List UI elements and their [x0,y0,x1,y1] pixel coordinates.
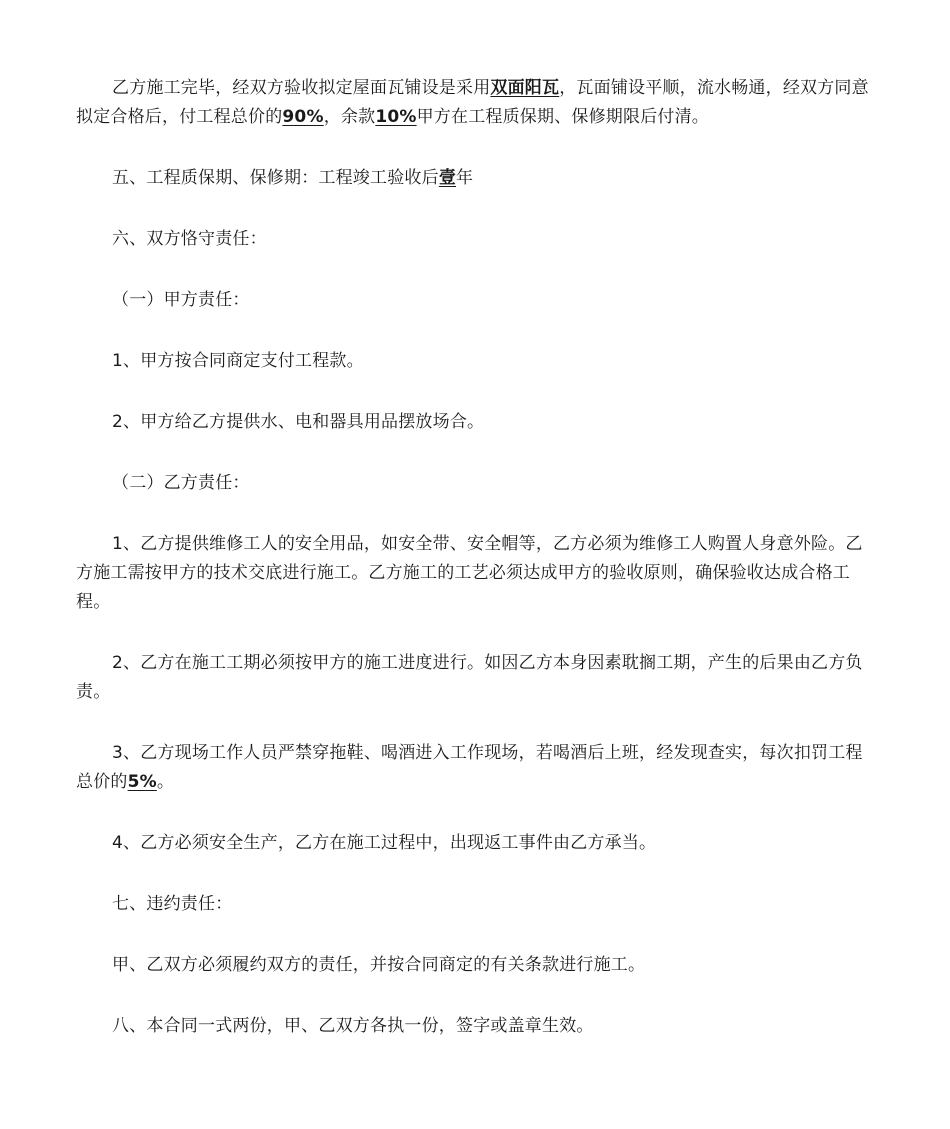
text: 五、工程质保期、保修期：工程竣工验收后 [112,168,439,188]
text: 年 [456,168,474,188]
text: 3、乙方现场工作人员严禁穿拖鞋、喝酒进入工作现场，若喝酒后上班，经发现查实，每次扣罚工程总价的 [76,743,863,792]
text: ，余款 [323,107,376,127]
responsibilities-heading: 六、双方恪守责任： [112,229,267,249]
party-b-item-2: 2、乙方在施工工期必须按甲方的施工进度进行。如因乙方本身因素耽搁工期，产生的后果由乙方负责。 [76,653,863,702]
roof-tile-type: 双面阳瓦 [490,78,560,98]
party-a-responsibility-heading: （一）甲方责任： [112,290,250,310]
payment-percent: 90% [282,107,324,127]
breach-heading: 七、违约责任： [112,894,233,914]
text: ，瓦面铺设平顺，流水畅通，经双方同意拟定合格后，付工程总价的 [76,78,869,127]
text: 甲方在工程质保期、保修期限后付清。 [416,107,710,127]
party-a-item-2: 2、甲方给乙方提供水、电和器具用品摆放场合。 [112,412,485,432]
party-b-item-4: 4、乙方必须安全生产，乙方在施工过程中，出现返工事件由乙方承当。 [112,833,657,853]
warranty-clause [76,164,876,193]
party-a-item-1: 1、甲方按合同商定支付工程款。 [112,351,364,371]
balance-percent: 10% [375,107,417,127]
copies-clause: 八、本合同一式两份，甲、乙双方各执一份，签字或盖章生效。 [112,1016,594,1036]
document-page [76,74,876,1073]
text: 乙方施工完毕，经双方验收拟定屋面瓦铺设是采用 [112,78,491,98]
breach-clause: 甲、乙双方必须履约双方的责任，并按合同商定的有关条款进行施工。 [112,955,646,975]
party-b-responsibility-heading: （二）乙方责任： [112,473,250,493]
penalty-percent: 5% [127,772,157,792]
text: 。 [156,772,175,792]
acceptance-payment-paragraph [76,74,876,132]
party-b-item-1: 1、乙方提供维修工人的安全用品，如安全带、安全帽等，乙方必须为维修工人购置人身意外险。乙方施工需按甲方的技术交底进行施工。乙方施工的工艺必须达成甲方的验收原则，确保验收达成合格工程。 [76,534,863,612]
warranty-years: 壹 [438,168,457,188]
party-b-item-3 [76,739,876,797]
